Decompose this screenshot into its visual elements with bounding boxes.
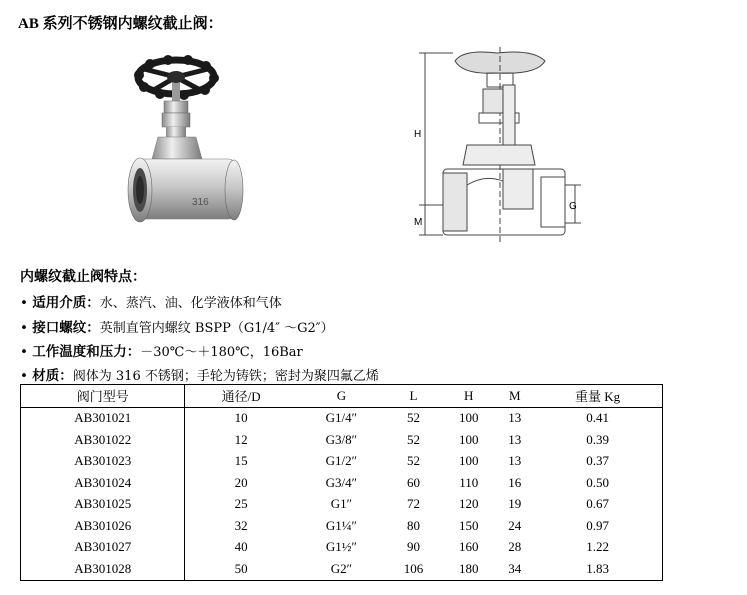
feature-value: 英制直管内螺纹 BSPP（G1/4″ ～G2″） [99,321,334,336]
table-cell: 106 [386,558,441,580]
table-cell: 13 [508,453,522,469]
column-header: H [441,385,496,408]
table-cell: 180 [441,558,496,580]
column-header: M [496,385,533,408]
page-title: AB 系列不锈钢内螺纹截止阀： [18,16,223,32]
table-cell: 90 [407,539,420,555]
table-cell: 80 [407,517,420,533]
table-cell: 110 [459,474,479,490]
table-cell: 100 [458,431,479,447]
table-cell: 52 [407,453,420,469]
bullet: • [20,344,28,360]
table-cell: 52 [407,410,420,426]
table-cell: 100 [458,410,479,426]
table-cell: 16 [508,474,522,490]
table-cell: AB301021 [21,407,185,429]
table-cell: 0.50 [533,472,662,494]
table-row [21,558,663,580]
table-cell: 40 [234,539,248,555]
feature-label: 工作温度和压力： [32,344,141,360]
table-cell: 0.37 [533,451,662,473]
spec-table [20,384,663,581]
feature-item [20,316,334,336]
table-cell: 15 [234,453,248,469]
feature-value: 阀体为 316 不锈钢；手轮为铸铁；密封为聚四氟乙烯 [72,369,379,384]
table-row [21,407,663,429]
table-row [21,515,663,537]
table-cell: G3/8″ [325,431,358,447]
table-cell: AB301024 [21,472,185,494]
table-cell: 100 [458,453,479,469]
table-cell: 13 [508,410,522,426]
table-cell: G1/4″ [325,410,358,426]
feature-value: －30℃～＋180℃，16Bar [140,345,303,360]
table-row [21,537,663,559]
table-cell: 32 [234,517,248,533]
dimension-label-h: H [414,129,422,140]
table-cell: G1/2″ [325,453,358,469]
table-cell: 20 [234,474,248,490]
valve-photo [122,55,250,245]
table-cell: AB301028 [21,558,185,580]
table-cell: AB301027 [21,537,185,559]
table-cell: 12 [234,431,248,447]
table-cell: G1″ [330,496,353,512]
feature-item [20,364,379,384]
table-cell: 160 [458,539,479,555]
column-header: 阀门型号 [21,385,185,408]
table-cell: 0.41 [533,407,662,429]
table-cell: AB301023 [21,451,185,473]
table-cell: 19 [508,496,522,512]
column-header: 通径/D [185,385,297,408]
table-cell: 150 [458,517,479,533]
dimension-label-g: G [569,201,577,212]
features-heading: 内螺纹截止阀特点： [20,269,146,285]
feature-label: 接口螺纹： [32,320,100,336]
table-row [21,472,663,494]
feature-label: 适用介质： [32,295,100,311]
feature-label: 材质： [32,368,73,384]
table-cell: 1.22 [533,537,662,559]
table-cell: 28 [508,539,522,555]
column-header: 重量 Kg [533,385,662,408]
table-cell: 13 [508,431,522,447]
bullet: • [20,368,28,384]
svg-text:316: 316 [192,197,209,208]
feature-value: 水、蒸汽、油、化学液体和气体 [99,296,282,311]
table-header-row [21,385,663,408]
table-cell: 72 [407,496,420,512]
dimension-label-m: M [414,217,423,228]
table-cell: AB301022 [21,429,185,451]
table-cell: G3/4″ [325,474,358,490]
table-cell: AB301026 [21,515,185,537]
bullet: • [20,320,28,336]
feature-item [20,291,282,311]
table-row [21,494,663,516]
column-header: G [297,385,386,408]
table-cell: G1½″ [325,539,357,555]
table-cell: 0.97 [533,515,662,537]
table-cell: 0.39 [533,429,662,451]
valve-drawing [405,45,585,250]
table-cell: 10 [234,410,248,426]
feature-item [20,340,303,360]
table-cell: AB301025 [21,494,185,516]
table-row [21,451,663,473]
table-cell: 52 [407,431,420,447]
table-cell: 0.67 [533,494,662,516]
table-cell: 120 [458,496,479,512]
table-cell: G2″ [297,558,386,580]
table-cell: 34 [496,558,533,580]
bullet: • [20,295,28,311]
table-cell: 50 [185,558,297,580]
table-cell: 25 [234,496,248,512]
table-cell: 24 [508,517,522,533]
table-cell: 1.83 [533,558,662,580]
table-cell: G1¼″ [325,517,357,533]
column-header: L [386,385,441,408]
table-row [21,429,663,451]
table-cell: 60 [407,474,420,490]
